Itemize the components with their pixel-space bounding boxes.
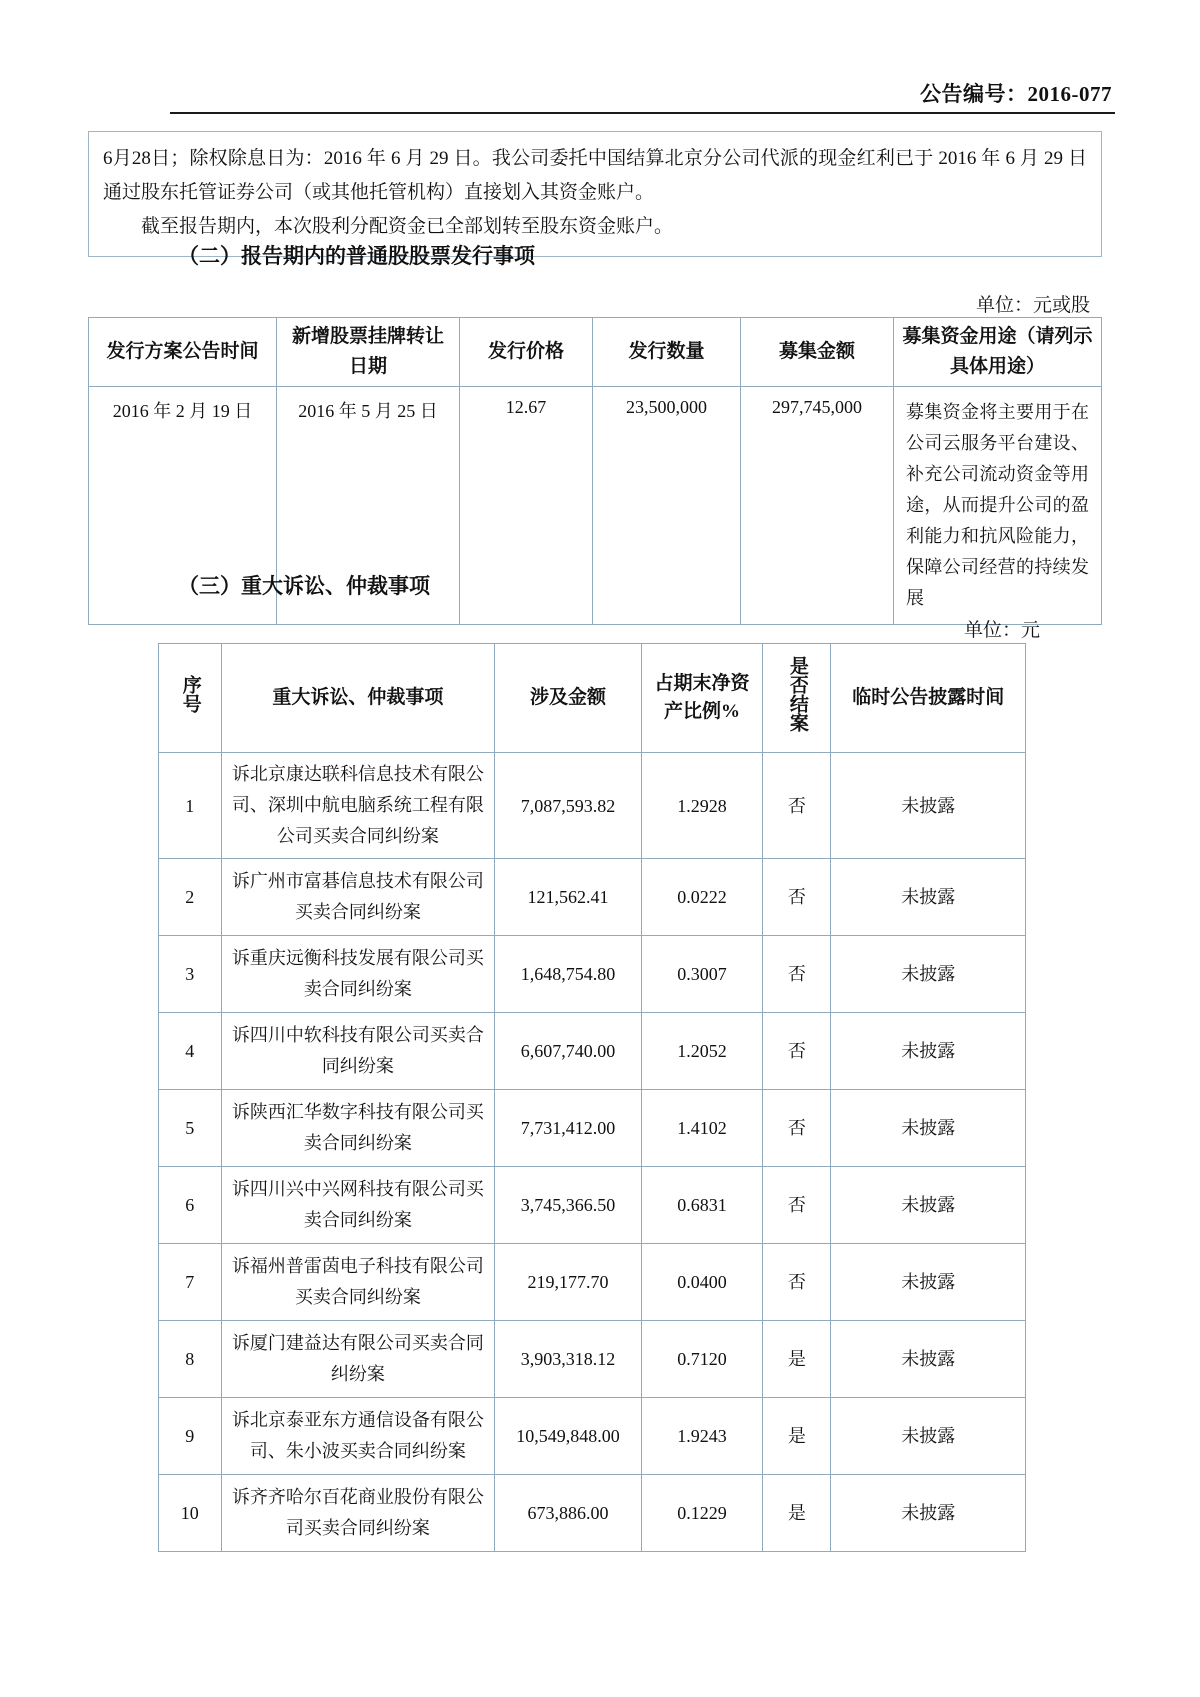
- cell-involved-amount: 10,549,848.00: [495, 1398, 641, 1475]
- table-header-row: [89, 318, 1102, 387]
- cell-involved-amount: 7,731,412.00: [495, 1090, 641, 1167]
- cell-case-closed: 否: [763, 1090, 831, 1167]
- cell-litigation-matter: 诉广州市富碁信息技术有限公司买卖合同纠纷案: [221, 859, 495, 936]
- cell-case-closed: 否: [763, 936, 831, 1013]
- table-row: [159, 1167, 1026, 1244]
- cell-fund-purpose: 募集资金将主要用于在公司云服务平台建设、补充公司流动资金等用途，从而提升公司的盈利能力和抗风险能力，保障公司经营的持续发展: [894, 387, 1102, 625]
- cell-litigation-matter: 诉北京康达联科信息技术有限公司、深圳中航电脑系统工程有限公司买卖合同纠纷案: [221, 753, 495, 859]
- cell-index: 7: [159, 1244, 222, 1321]
- cell-issue-quantity: 23,500,000: [593, 387, 741, 625]
- table-row: [159, 1244, 1026, 1321]
- col-issue-quantity: 发行数量: [593, 318, 741, 387]
- header-divider: [170, 112, 1115, 114]
- table-row: [159, 753, 1026, 859]
- section-3-title: （三）重大诉讼、仲裁事项: [178, 574, 430, 598]
- cell-involved-amount: 219,177.70: [495, 1244, 641, 1321]
- col-issue-price: 发行价格: [460, 318, 593, 387]
- cell-involved-amount: 121,562.41: [495, 859, 641, 936]
- cell-listing-date: 2016 年 5 月 25 日: [277, 387, 460, 625]
- cell-disclosure-time: 未披露: [831, 753, 1026, 859]
- cell-case-closed: 否: [763, 1013, 831, 1090]
- cell-disclosure-time: 未披露: [831, 1244, 1026, 1321]
- cell-index: 2: [159, 859, 222, 936]
- table-row: [159, 1398, 1026, 1475]
- cell-case-closed: 是: [763, 1321, 831, 1398]
- cell-index: 10: [159, 1475, 222, 1552]
- section-2-title: （二）报告期内的普通股股票发行事项: [178, 244, 535, 268]
- cell-index: 6: [159, 1167, 222, 1244]
- cell-index: 5: [159, 1090, 222, 1167]
- cell-disclosure-time: 未披露: [831, 936, 1026, 1013]
- col-net-asset-ratio: 占期末净资产比例%: [641, 644, 763, 753]
- cell-case-closed: 否: [763, 1167, 831, 1244]
- cell-net-asset-ratio: 1.2928: [641, 753, 763, 859]
- cell-index: 9: [159, 1398, 222, 1475]
- cell-case-closed: 否: [763, 753, 831, 859]
- col-listing-date: 新增股票挂牌转让日期: [277, 318, 460, 387]
- table-row: [159, 1090, 1026, 1167]
- cell-plan-announce-date: 2016 年 2 月 19 日: [89, 387, 277, 625]
- cell-case-closed: 是: [763, 1475, 831, 1552]
- cell-net-asset-ratio: 1.2052: [641, 1013, 763, 1090]
- quote-line-1: 6月28日；除权除息日为：2016 年 6 月 29 日。我公司委托中国结算北京分公司代派的现金红利已于 2016 年 6 月 29 日通过股东托管证券公司（或其他托管机构）直接划入其资金账户。: [103, 148, 1087, 203]
- cell-index: 4: [159, 1013, 222, 1090]
- table-row: [159, 1475, 1026, 1552]
- col-plan-announce-date: 发行方案公告时间: [89, 318, 277, 387]
- cell-disclosure-time: 未披露: [831, 1475, 1026, 1552]
- cell-litigation-matter: 诉重庆远衡科技发展有限公司买卖合同纠纷案: [221, 936, 495, 1013]
- table-row: [159, 1013, 1026, 1090]
- cell-disclosure-time: 未披露: [831, 859, 1026, 936]
- cell-involved-amount: 6,607,740.00: [495, 1013, 641, 1090]
- quoted-paragraph-box: [88, 131, 1102, 257]
- section-3-unit-label: 单位：元: [963, 620, 1040, 641]
- cell-litigation-matter: 诉福州普雷茵电子科技有限公司买卖合同纠纷案: [221, 1244, 495, 1321]
- table-header-row: [159, 644, 1026, 753]
- cell-litigation-matter: 诉四川中软科技有限公司买卖合同纠纷案: [221, 1013, 495, 1090]
- cell-net-asset-ratio: 1.4102: [641, 1090, 763, 1167]
- cell-disclosure-time: 未披露: [831, 1167, 1026, 1244]
- col-index: 序号: [159, 644, 222, 753]
- section-2-unit-label: 单位：元或股: [975, 295, 1090, 316]
- quote-line-2: 截至报告期内，本次股利分配资金已全部划转至股东资金账户。: [141, 216, 674, 237]
- cell-disclosure-time: 未披露: [831, 1090, 1026, 1167]
- cell-litigation-matter: 诉陕西汇华数字科技有限公司买卖合同纠纷案: [221, 1090, 495, 1167]
- cell-litigation-matter: 诉厦门建益达有限公司买卖合同纠纷案: [221, 1321, 495, 1398]
- col-disclosure-time: 临时公告披露时间: [831, 644, 1026, 753]
- cell-involved-amount: 3,903,318.12: [495, 1321, 641, 1398]
- cell-involved-amount: 1,648,754.80: [495, 936, 641, 1013]
- cell-raised-amount: 297,745,000: [741, 387, 894, 625]
- cell-net-asset-ratio: 0.1229: [641, 1475, 763, 1552]
- cell-litigation-matter: 诉四川兴中兴网科技有限公司买卖合同纠纷案: [221, 1167, 495, 1244]
- cell-index: 3: [159, 936, 222, 1013]
- table-row: [159, 936, 1026, 1013]
- cell-case-closed: 否: [763, 859, 831, 936]
- cell-disclosure-time: 未披露: [831, 1321, 1026, 1398]
- cell-involved-amount: 3,745,366.50: [495, 1167, 641, 1244]
- col-raised-amount: 募集金额: [741, 318, 894, 387]
- cell-net-asset-ratio: 0.0222: [641, 859, 763, 936]
- col-litigation-matter: 重大诉讼、仲裁事项: [221, 644, 495, 753]
- cell-index: 8: [159, 1321, 222, 1398]
- cell-net-asset-ratio: 0.0400: [641, 1244, 763, 1321]
- cell-net-asset-ratio: 0.7120: [641, 1321, 763, 1398]
- cell-litigation-matter: 诉齐齐哈尔百花商业股份有限公司买卖合同纠纷案: [221, 1475, 495, 1552]
- col-case-closed: 是否结案: [763, 644, 831, 753]
- announcement-number: 公告编号：2016-077: [920, 82, 1112, 106]
- cell-case-closed: 否: [763, 1244, 831, 1321]
- col-involved-amount: 涉及金额: [495, 644, 641, 753]
- col-fund-purpose: 募集资金用途（请列示具体用途）: [894, 318, 1102, 387]
- cell-disclosure-time: 未披露: [831, 1398, 1026, 1475]
- cell-case-closed: 是: [763, 1398, 831, 1475]
- cell-net-asset-ratio: 0.3007: [641, 936, 763, 1013]
- table-row: [159, 1321, 1026, 1398]
- cell-litigation-matter: 诉北京泰亚东方通信设备有限公司、朱小波买卖合同纠纷案: [221, 1398, 495, 1475]
- cell-net-asset-ratio: 0.6831: [641, 1167, 763, 1244]
- cell-net-asset-ratio: 1.9243: [641, 1398, 763, 1475]
- cell-involved-amount: 673,886.00: [495, 1475, 641, 1552]
- cell-disclosure-time: 未披露: [831, 1013, 1026, 1090]
- cell-issue-price: 12.67: [460, 387, 593, 625]
- cell-index: 1: [159, 753, 222, 859]
- cell-involved-amount: 7,087,593.82: [495, 753, 641, 859]
- table-row: [159, 859, 1026, 936]
- litigation-table: [158, 643, 1026, 1552]
